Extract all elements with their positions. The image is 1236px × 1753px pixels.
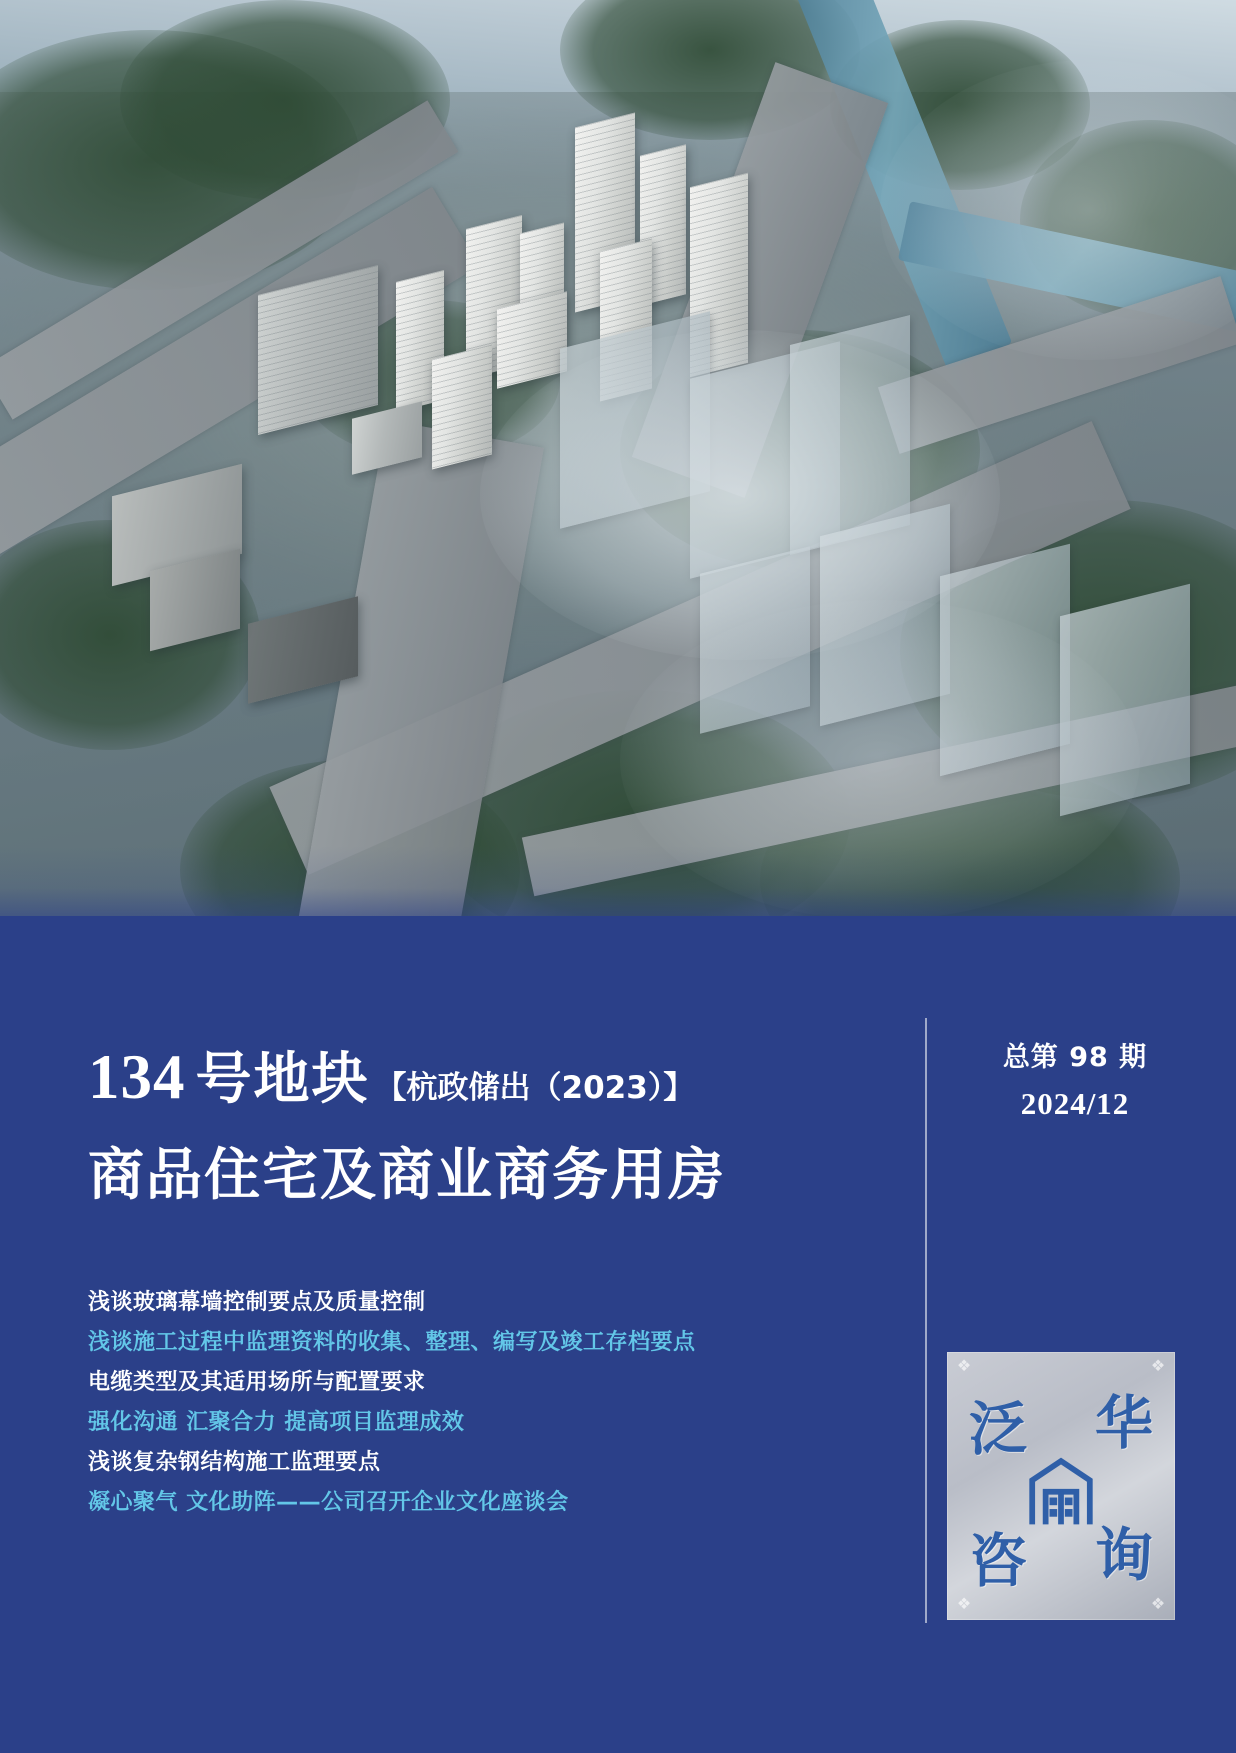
plot-number: 134 (88, 1042, 186, 1112)
ornament-icon: ❖ (956, 1596, 972, 1613)
logo-char-top-left: 泛 (969, 1395, 1028, 1463)
building-mark-icon (1013, 1442, 1109, 1538)
title-line-1 (88, 1035, 908, 1115)
issue-date: 2024/12 (1020, 1086, 1130, 1121)
issue-info (960, 1035, 1190, 1122)
title-main-first-line: 号地块 (195, 1047, 370, 1112)
photo-bottom-fade (0, 846, 1236, 916)
list-item: 强化沟通 汇聚合力 提高项目监理成效 (88, 1410, 465, 1435)
list-item: 浅谈施工过程中监理资料的收集、整理、编写及竣工存档要点 (88, 1330, 696, 1355)
vertical-divider (925, 1018, 927, 1623)
title-bracket-note: 【杭政储出（2023）】 (375, 1070, 695, 1106)
list-item: 电缆类型及其适用场所与配置要求 (88, 1370, 426, 1395)
ornament-icon: ❖ (1150, 1596, 1166, 1613)
cover-title (88, 1035, 908, 1211)
list-item: 凝心聚气 文化助阵——公司召开企业文化座谈会 (88, 1490, 569, 1515)
logo-char-bottom-left: 咨 (969, 1527, 1028, 1595)
title-main-second-line: 商品住宅及商业商务用房 (88, 1143, 726, 1208)
logo-char-bottom-right: 询 (1094, 1521, 1153, 1589)
list-item: 浅谈玻璃幕墙控制要点及质量控制 (88, 1290, 426, 1315)
company-logo (947, 1352, 1175, 1620)
ornament-icon: ❖ (1150, 1358, 1166, 1375)
ornament-icon: ❖ (956, 1358, 972, 1375)
list-item: 浅谈复杂钢结构施工监理要点 (88, 1450, 381, 1475)
table-of-contents (88, 1283, 888, 1523)
residential-block (432, 345, 492, 470)
issue-number: 总第 98 期 (1002, 1042, 1148, 1073)
logo-char-top-right: 华 (1094, 1389, 1153, 1457)
office-building (258, 265, 378, 435)
